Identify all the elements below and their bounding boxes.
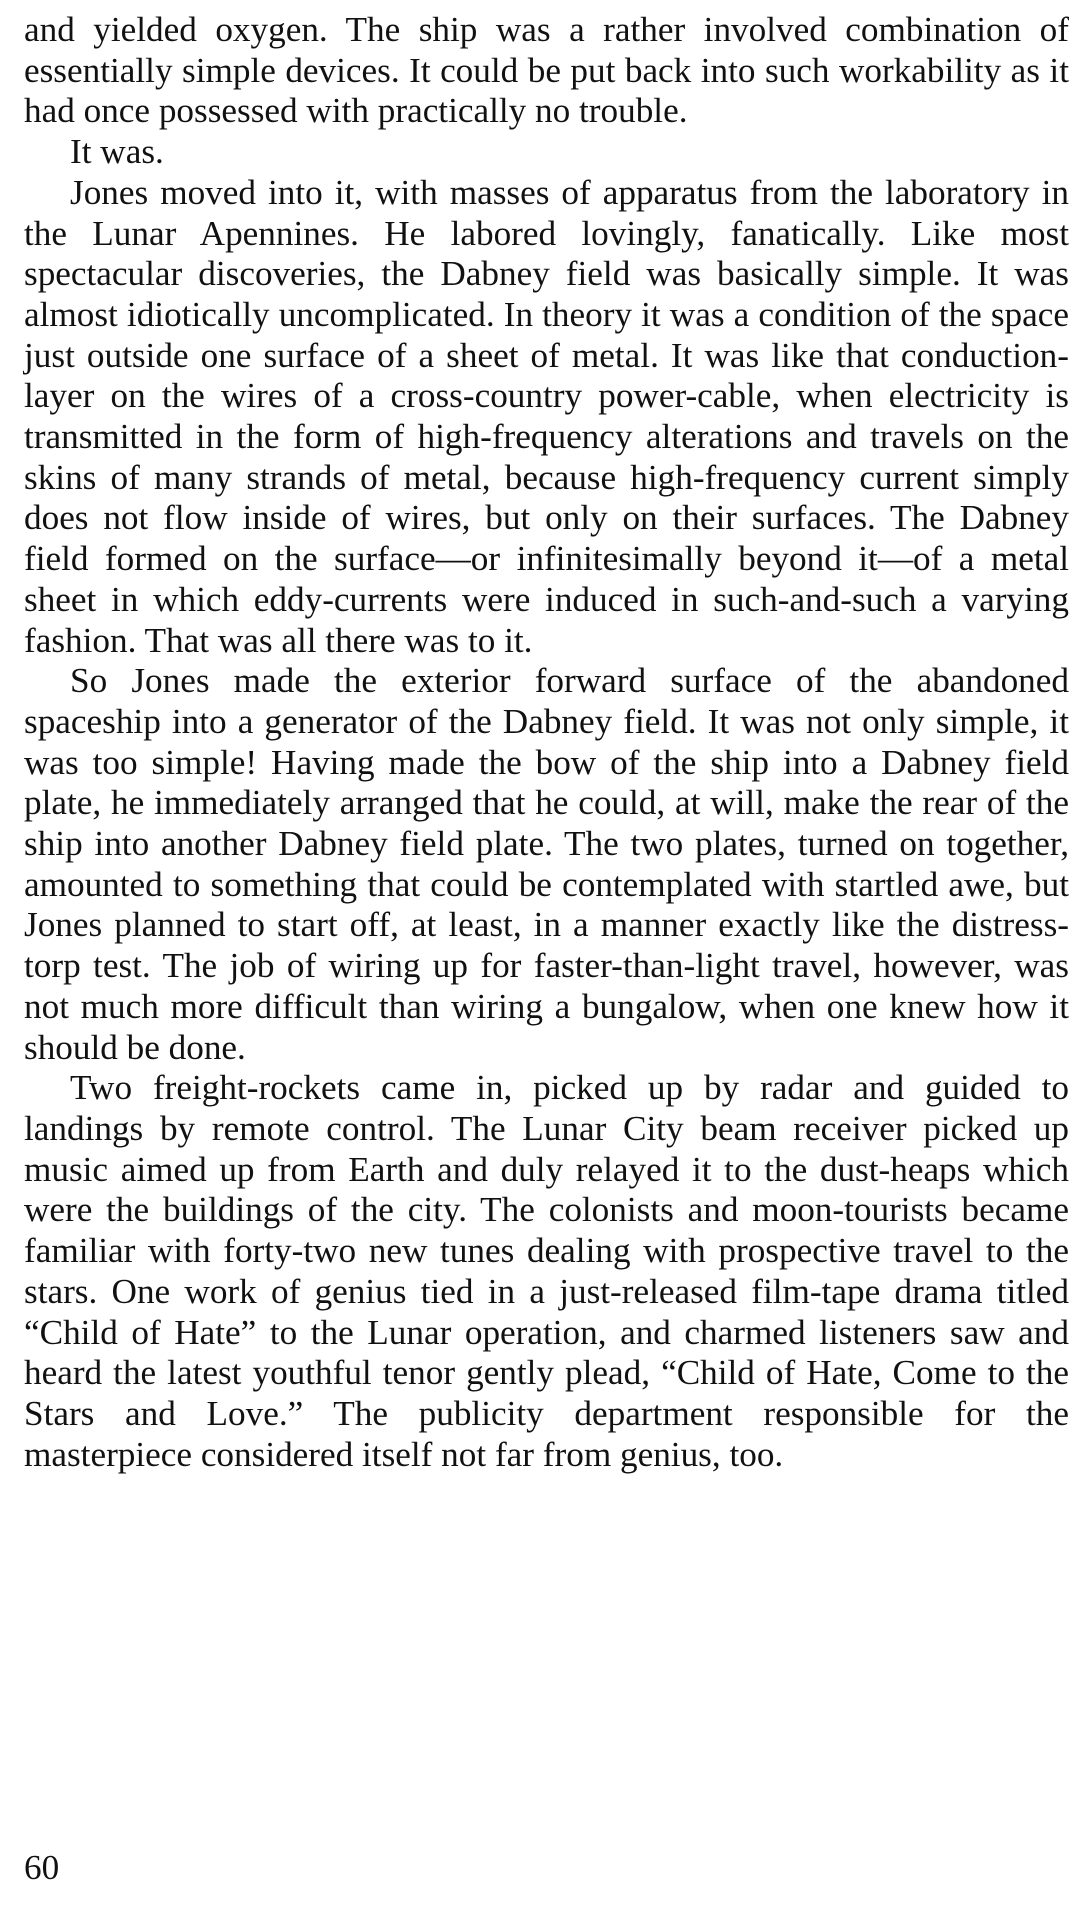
paragraph-4: So Jones made the exterior forward surface of the abandoned spaceship into a generator of the Dabney field. It was not only simple, it was too simple! Having made the bow of the ship into a Dabney field plate, he immediately arranged that he could, at will, make the rear of the ship into another Dabney field plate. The two plates, turned on together, amounted to something that could be contemplated with startled awe, but Jones planned to start off, at least, in a manner exactly like the distress-torp test. The job of wiring up for faster-than-light travel, however, was not much more difficult than wiring a bungalow, when one knew how it should be done. — [24, 661, 1069, 1067]
paragraph-2: It was. — [70, 132, 164, 172]
paragraph-1: and yielded oxygen. The ship was a rather involved combination of essentially simple devices. It could be put back into such workability as it had once possessed with practically no trouble. — [24, 10, 1069, 131]
page-number: 60 — [24, 1848, 60, 1887]
paragraph-3: Jones moved into it, with masses of apparatus from the laboratory in the Lunar Apennines. He labored lovingly, fanatically. Like most spectacular discoveries, the Dabney field was basically simple. It was almost idiotically uncomplicated. In theory it was a condition of the space just outside one surface of a sheet of metal. It was like that conduction-layer on the wires of a cross-country power-cable, when electricity is transmitted in the form of high-frequency alterations and travels on the skins of many strands of metal, because high-frequency current simply does not flow inside of wires, but only on their surfaces. The Dabney field formed on the surface—or infinitesimally beyond it—of a metal sheet in which eddy-currents were induced in such-and-such a varying fashion. That was all there was to it. — [24, 172, 1069, 660]
paragraph-5: Two freight-rockets came in, picked up by radar and guided to landings by remote control. The Lunar City beam receiver picked up music aimed up from Earth and duly relayed it to the dust-heaps which were the buildings of the city. The colonists and moon-tourists became familiar with forty-two new tunes dealing with prospective travel to the stars. One work of genius tied in a just-released film-tape drama titled “Child of Hate” to the Lunar operation, and charmed listeners saw and heard the latest youthful tenor gently plead, “Child of Hate, Come to the Stars and Love.” The publicity department responsible for the masterpiece considered itself not far from genius, too. — [24, 1068, 1069, 1474]
page-body — [24, 10, 1069, 1475]
